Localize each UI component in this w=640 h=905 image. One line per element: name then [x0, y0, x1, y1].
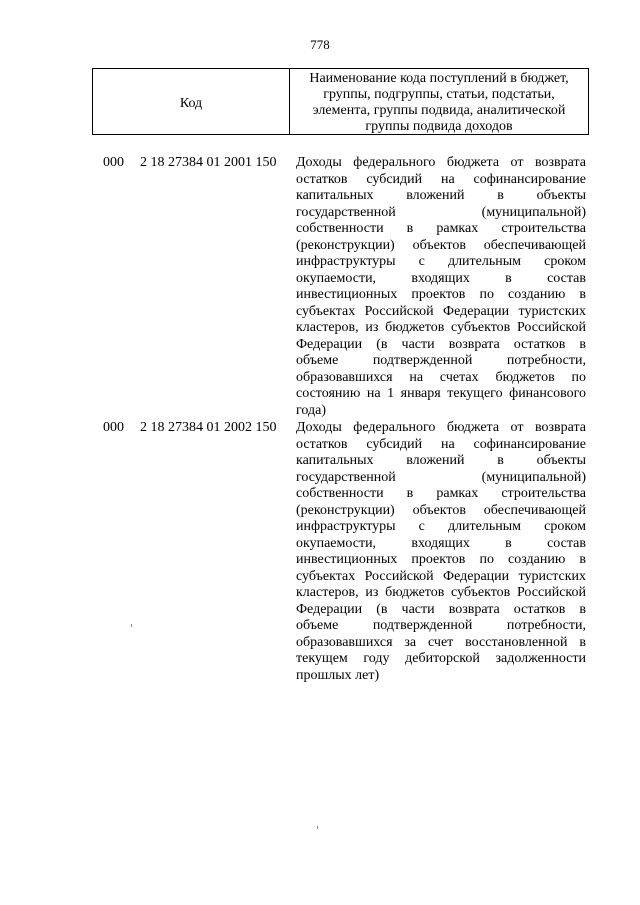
entry-description [296, 420, 586, 684]
entry-line: текущем году дебиторской задолженности [296, 651, 586, 666]
entry-line: (реконструкции) объектов обеспечивающей [296, 237, 586, 253]
entry-code: 2 18 27384 01 2001 150 [140, 155, 277, 170]
entry-line: собственности в рамках строительства [296, 221, 586, 236]
entry-prefix: 000 [103, 420, 124, 435]
entry-line: Доходы федерального бюджета от возврата [296, 155, 586, 170]
table-row [0, 155, 640, 419]
table-row [0, 420, 640, 684]
entry-line: субъектах Российской Федерации туристских [296, 303, 586, 319]
entries-list [0, 155, 640, 684]
header-name-line: группы, подгруппы, статьи, подстатьи, [323, 87, 555, 102]
entry-line: кластеров, из бюджетов субъектов Российской [296, 585, 586, 600]
entry-prefix: 000 [103, 155, 124, 170]
entry-line: остатков субсидий на софинансирование [296, 171, 586, 187]
entry-line: состоянию на 1 января текущего финансового [296, 386, 586, 401]
entry-line: кластеров, из бюджетов субъектов Российской [296, 320, 586, 335]
entry-line: инфраструктуры с длительным сроком [296, 519, 586, 534]
entry-line: государственной (муниципальной) [296, 204, 586, 220]
header-name-line: Наименование кода поступлений в бюджет, [309, 71, 569, 86]
header-name-cell [290, 69, 588, 134]
entry-line: прошлых лет) [296, 667, 380, 683]
entry-line: инвестиционных проектов по созданию в [296, 552, 586, 567]
entry-line: собственности в рамках строительства [296, 486, 586, 501]
entry-line: инвестиционных проектов по созданию в [296, 287, 586, 302]
table-header [92, 68, 589, 135]
header-name-line: элемента, группы подвида, аналитической [312, 103, 566, 118]
entry-line: года) [296, 402, 326, 418]
entry-code: 2 18 27384 01 2002 150 [140, 420, 277, 435]
entry-line: государственной (муниципальной) [296, 469, 586, 485]
entry-description [296, 155, 586, 419]
scan-speck [131, 624, 132, 627]
header-code-cell: Код [93, 69, 290, 134]
entry-line: субъектах Российской Федерации туристских [296, 568, 586, 584]
entry-line: Федерации (в части возврата остатков в [296, 336, 586, 352]
entry-line: объеме подтвержденной потребности, [296, 618, 586, 633]
scan-speck [317, 826, 318, 829]
entry-line: Доходы федерального бюджета от возврата [296, 420, 586, 435]
entry-line: объеме подтвержденной потребности, [296, 353, 586, 368]
entry-line: остатков субсидий на софинансирование [296, 436, 586, 452]
entry-line: образовавшихся за счет восстановленной в [296, 634, 586, 650]
entry-line: окупаемости, входящих в состав [296, 535, 586, 551]
entry-line: Федерации (в части возврата остатков в [296, 601, 586, 617]
entry-line: капитальных вложений в объекты [296, 188, 586, 203]
header-name-line: группы подвида доходов [365, 119, 513, 134]
entry-line: капитальных вложений в объекты [296, 453, 586, 468]
entry-line: окупаемости, входящих в состав [296, 270, 586, 286]
entry-line: (реконструкции) объектов обеспечивающей [296, 502, 586, 518]
entry-line: инфраструктуры с длительным сроком [296, 254, 586, 269]
entry-line: образовавшихся на счетах бюджетов по [296, 369, 586, 385]
page-number: 778 [310, 37, 330, 52]
